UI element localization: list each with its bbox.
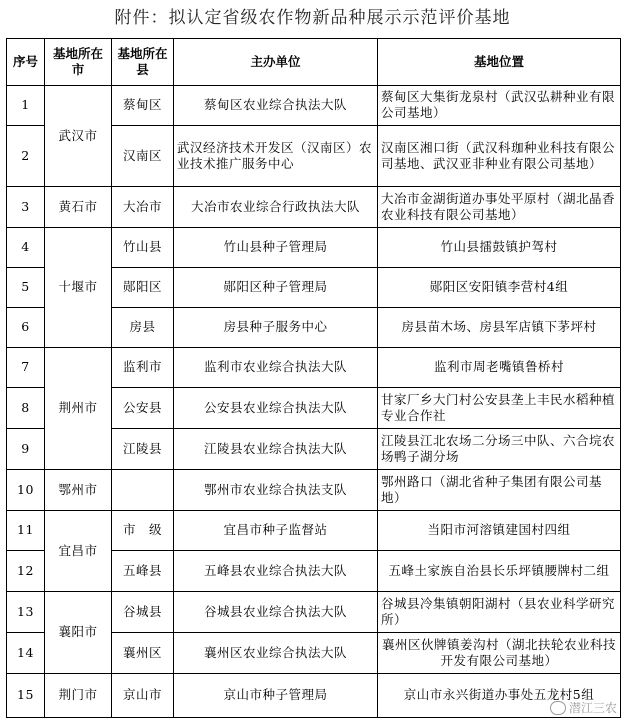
cell-host: 襄州区农业综合执法大队 [174,632,378,673]
cell-seq: 5 [7,267,45,307]
cell-seq: 12 [7,550,45,591]
cell-seq: 15 [7,673,45,717]
cell-county: 江陵县 [112,428,174,469]
cell-location: 大冶市金湖街道办事处平原村（湖北晶香农业科技有限公司基地） [378,186,621,227]
cell-city: 武汉市 [45,86,112,187]
cell-seq: 14 [7,632,45,673]
cell-host: 房县种子服务中心 [174,307,378,347]
cell-city: 荆门市 [45,673,112,717]
cell-county: 房县 [112,307,174,347]
header-county: 基地所在县 [112,39,174,86]
cell-seq: 4 [7,227,45,267]
cell-host: 宜昌市种子监督站 [174,510,378,550]
cell-county: 竹山县 [112,227,174,267]
cell-city: 荆州市 [45,347,112,469]
cell-location: 郧阳区安阳镇李营村4组 [378,267,621,307]
cell-city: 宜昌市 [45,510,112,591]
cell-county: 京山市 [112,673,174,717]
cell-seq: 8 [7,387,45,428]
cell-seq: 7 [7,347,45,387]
cell-location: 当阳市河溶镇建国村四组 [378,510,621,550]
cell-location: 鄂州路口（湖北省种子集团有限公司基地） [378,469,621,510]
cell-seq: 11 [7,510,45,550]
cell-city: 鄂州市 [45,469,112,510]
cell-location: 蔡甸区大集街龙泉村（武汉弘耕种业有限公司基地） [378,86,621,126]
cell-host: 大冶市农业综合行政执法大队 [174,186,378,227]
cell-county: 公安县 [112,387,174,428]
table-row [7,591,621,632]
cell-location: 襄州区伙牌镇姜沟村（湖北扶轮农业科技开发有限公司基地） [378,632,621,673]
cell-county: 五峰县 [112,550,174,591]
watermark-text: 潜江三农 [568,701,617,715]
table-row [7,469,621,510]
cell-location: 江陵县江北农场二分场三中队、六合垸农场鸭子湖分场 [378,428,621,469]
cell-host: 竹山县种子管理局 [174,227,378,267]
cell-host: 五峰县农业综合执法大队 [174,550,378,591]
header-seq: 序号 [7,39,45,86]
cell-county: 监利市 [112,347,174,387]
table-header-row [7,39,621,86]
cell-location: 竹山县擂鼓镇护驾村 [378,227,621,267]
cell-host: 鄂州市农业综合执法支队 [174,469,378,510]
watermark [550,699,617,716]
base-table [6,38,621,718]
table-row [7,510,621,550]
cell-seq: 2 [7,125,45,186]
cell-location: 房县苗木场、房县军店镇下茅坪村 [378,307,621,347]
cell-seq: 3 [7,186,45,227]
cell-county [112,469,174,510]
cell-seq: 1 [7,86,45,126]
header-city: 基地所在市 [45,39,112,86]
table-row [7,673,621,717]
cell-host: 谷城县农业综合执法大队 [174,591,378,632]
cell-host: 蔡甸区农业综合执法大队 [174,86,378,126]
cell-city: 十堰市 [45,227,112,347]
wechat-icon [550,701,566,715]
header-location: 基地位置 [378,39,621,86]
cell-host: 郧阳区种子管理局 [174,267,378,307]
cell-county: 蔡甸区 [112,86,174,126]
cell-county: 大冶市 [112,186,174,227]
cell-location: 五峰土家族自治县长乐坪镇腰牌村二组 [378,550,621,591]
cell-county: 汉南区 [112,125,174,186]
cell-seq: 10 [7,469,45,510]
cell-county: 襄州区 [112,632,174,673]
table-row [7,86,621,126]
cell-location: 谷城县冷集镇朝阳湖村（县农业科学研究所） [378,591,621,632]
cell-location: 京山市永兴街道办事处五龙村5组 [378,673,621,717]
cell-host: 江陵县农业综合执法大队 [174,428,378,469]
cell-city: 襄阳市 [45,591,112,673]
cell-location: 甘家厂乡大门村公安县垄上丰民水稻种植专业合作社 [378,387,621,428]
cell-county: 谷城县 [112,591,174,632]
cell-location: 监利市周老嘴镇鲁桥村 [378,347,621,387]
cell-location: 汉南区湘口街（武汉科珈种业科技有限公司基地、武汉亚非种业有限公司基地） [378,125,621,186]
cell-city: 黄石市 [45,186,112,227]
page-title: 附件：拟认定省级农作物新品种展示示范评价基地 [114,8,511,28]
table-row [7,347,621,387]
cell-county: 市 级 [112,510,174,550]
cell-host: 武汉经济技术开发区（汉南区）农业技术推广服务中心 [174,125,378,186]
table-row [7,227,621,267]
cell-host: 公安县农业综合执法大队 [174,387,378,428]
cell-host: 京山市种子管理局 [174,673,378,717]
table-row [7,186,621,227]
cell-seq: 9 [7,428,45,469]
cell-county: 郧阳区 [112,267,174,307]
cell-seq: 6 [7,307,45,347]
cell-seq: 13 [7,591,45,632]
cell-host: 监利市农业综合执法大队 [174,347,378,387]
header-host: 主办单位 [174,39,378,86]
